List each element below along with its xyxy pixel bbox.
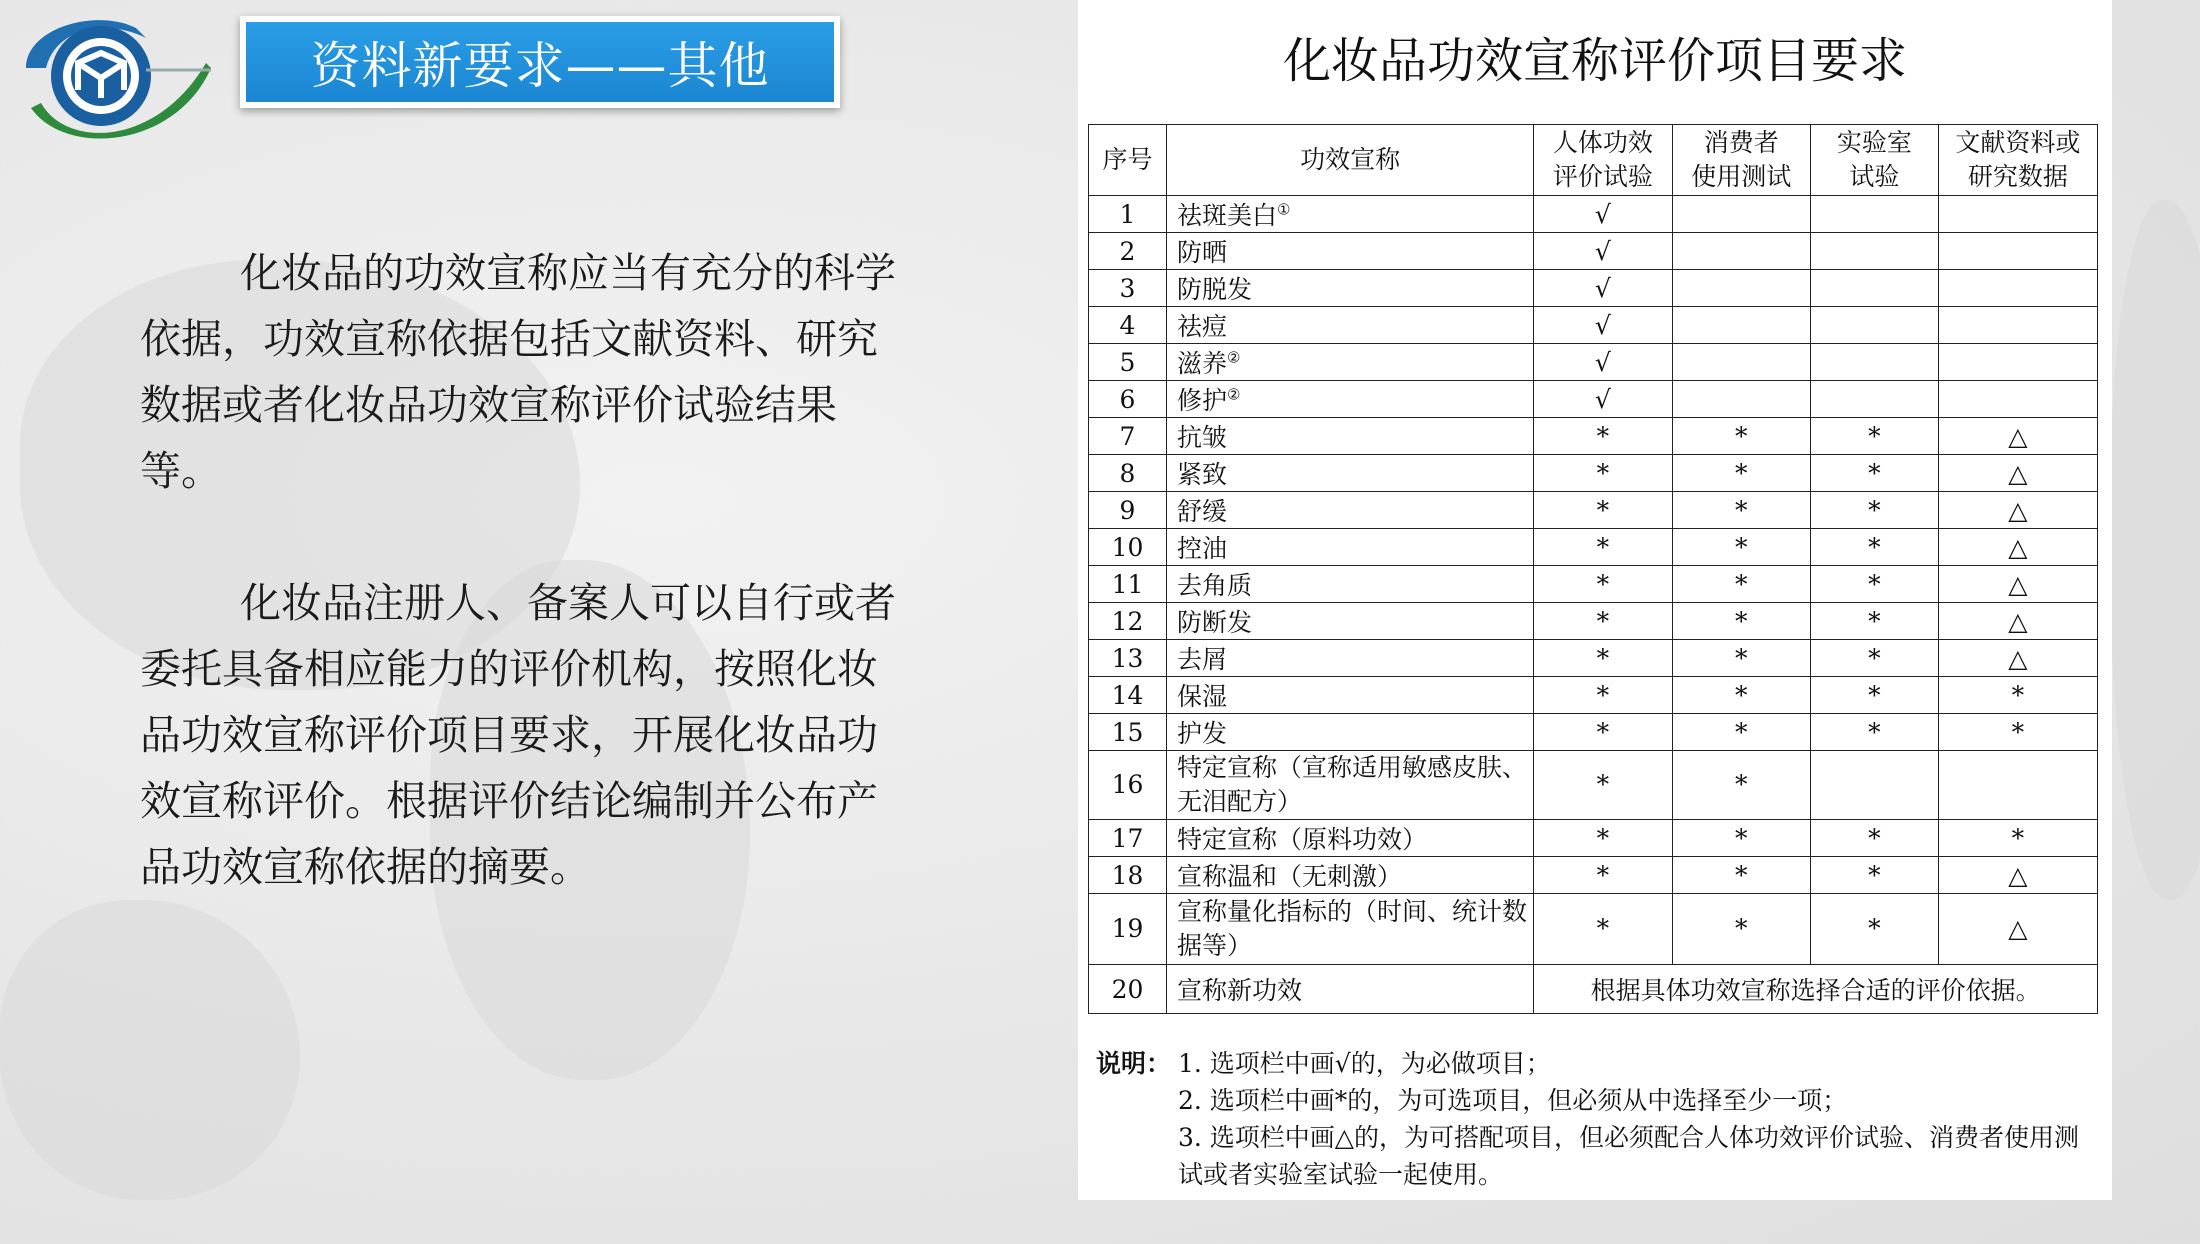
cell-literature: △ — [1938, 640, 2097, 677]
paragraph-2 — [140, 570, 900, 900]
cell-claim: 去屑 — [1167, 640, 1534, 677]
cell-claim: 护发 — [1167, 714, 1534, 751]
cell-no: 9 — [1089, 492, 1167, 529]
table-row — [1089, 965, 2098, 1014]
table-row — [1089, 603, 2098, 640]
cell-human: * — [1534, 894, 1672, 965]
cell-literature — [1938, 233, 2097, 270]
cell-human: √ — [1534, 381, 1672, 418]
cell-human: √ — [1534, 233, 1672, 270]
cell-lab — [1810, 381, 1938, 418]
cell-literature: △ — [1938, 857, 2097, 894]
cell-no: 15 — [1089, 714, 1167, 751]
cell-lab — [1810, 233, 1938, 270]
cell-human: * — [1534, 418, 1672, 455]
header-claim: 功效宣称 — [1167, 125, 1534, 196]
header-human — [1534, 125, 1672, 196]
cell-no: 17 — [1089, 820, 1167, 857]
cell-literature: * — [1938, 677, 2097, 714]
paragraph-1-text: 化妆品的功效宣称应当有充分的科学依据，功效宣称依据包括文献资料、研究数据或者化妆品功效宣称评价试验结果等。 — [140, 249, 896, 495]
cell-no: 19 — [1089, 894, 1167, 965]
table-row — [1089, 196, 2098, 233]
cell-no: 20 — [1089, 965, 1167, 1014]
cell-lab: * — [1810, 418, 1938, 455]
note-row-1 — [1096, 1045, 2096, 1082]
cell-human: * — [1534, 677, 1672, 714]
document-title: 化妆品功效宣称评价项目要求 — [1282, 33, 1907, 89]
cell-no: 5 — [1089, 344, 1167, 381]
table-row — [1089, 894, 2098, 965]
table-row — [1089, 714, 2098, 751]
cell-no: 18 — [1089, 857, 1167, 894]
header-human-line2: 评价试验 — [1552, 162, 1653, 191]
table-row — [1089, 751, 2098, 820]
cell-lab: * — [1810, 455, 1938, 492]
cell-literature — [1938, 751, 2097, 820]
cell-no: 14 — [1089, 677, 1167, 714]
cell-human: * — [1534, 714, 1672, 751]
cell-consumer — [1672, 381, 1810, 418]
cell-literature: △ — [1938, 455, 2097, 492]
cell-no: 6 — [1089, 381, 1167, 418]
cell-consumer — [1672, 233, 1810, 270]
cell-lab — [1810, 196, 1938, 233]
cell-consumer: * — [1672, 751, 1810, 820]
cell-human: * — [1534, 455, 1672, 492]
cell-human: * — [1534, 640, 1672, 677]
cell-consumer: * — [1672, 492, 1810, 529]
table-notes — [1096, 1045, 2096, 1193]
cell-human: * — [1534, 751, 1672, 820]
header-literature — [1938, 125, 2097, 196]
cell-consumer: * — [1672, 529, 1810, 566]
table-row — [1089, 492, 2098, 529]
cell-lab: * — [1810, 492, 1938, 529]
document-panel — [1078, 0, 2112, 1200]
cell-consumer — [1672, 344, 1810, 381]
cell-lab: * — [1810, 714, 1938, 751]
cell-lab: * — [1810, 894, 1938, 965]
cell-no: 2 — [1089, 233, 1167, 270]
cell-no: 13 — [1089, 640, 1167, 677]
note-row-2 — [1096, 1082, 2096, 1119]
cell-human: √ — [1534, 270, 1672, 307]
cell-no: 12 — [1089, 603, 1167, 640]
header-literature-line2: 研究数据 — [1967, 162, 2068, 191]
cell-literature: △ — [1938, 894, 2097, 965]
cell-lab: * — [1810, 820, 1938, 857]
cell-human: * — [1534, 492, 1672, 529]
cell-no: 7 — [1089, 418, 1167, 455]
cell-literature: * — [1938, 714, 2097, 751]
cell-human: √ — [1534, 344, 1672, 381]
table-row — [1089, 233, 2098, 270]
cell-claim: 滋养② — [1167, 344, 1534, 381]
cell-consumer: * — [1672, 857, 1810, 894]
cell-human: * — [1534, 529, 1672, 566]
table-row — [1089, 381, 2098, 418]
cell-literature — [1938, 196, 2097, 233]
background-map-shape — [2110, 200, 2200, 900]
cell-human: * — [1534, 857, 1672, 894]
note-3: 3. 选项栏中画△的，为可搭配项目，但必须配合人体功效评价试验、消费者使用测试或者实验室试验一起使用。 — [1178, 1123, 2080, 1189]
paragraph-2-text: 化妆品注册人、备案人可以自行或者委托具备相应能力的评价机构，按照化妆品功效宣称评价项目要求，开展化妆品功效宣称评价。根据评价结论编制并公布产品功效宣称依据的摘要。 — [140, 579, 896, 891]
cell-claim: 宣称量化指标的（时间、统计数据等） — [1167, 894, 1534, 965]
cell-no: 10 — [1089, 529, 1167, 566]
cell-no: 3 — [1089, 270, 1167, 307]
cell-consumer — [1672, 270, 1810, 307]
notes-label: 说明： — [1096, 1049, 1172, 1078]
cell-consumer — [1672, 196, 1810, 233]
header-lab-line1: 实验室 — [1836, 128, 1912, 157]
table-row — [1089, 857, 2098, 894]
cell-literature — [1938, 344, 2097, 381]
cell-human: √ — [1534, 196, 1672, 233]
cell-lab: * — [1810, 529, 1938, 566]
table-row — [1089, 640, 2098, 677]
cell-lab — [1810, 751, 1938, 820]
header-human-line1: 人体功效 — [1552, 128, 1653, 157]
background-map-shape — [0, 900, 300, 1200]
cell-human: * — [1534, 566, 1672, 603]
table-row — [1089, 529, 2098, 566]
cell-lab — [1810, 307, 1938, 344]
cell-claim: 紧致 — [1167, 455, 1534, 492]
table-row — [1089, 418, 2098, 455]
cell-no: 8 — [1089, 455, 1167, 492]
cell-claim: 修护② — [1167, 381, 1534, 418]
note-2: 2. 选项栏中画*的，为可选项目，但必须从中选择至少一项； — [1178, 1086, 1848, 1115]
header-lab-line2: 试验 — [1849, 162, 1900, 191]
table-header-row — [1089, 125, 2098, 196]
cell-literature: * — [1938, 820, 2097, 857]
cell-consumer: * — [1672, 677, 1810, 714]
cell-claim: 舒缓 — [1167, 492, 1534, 529]
cell-literature — [1938, 381, 2097, 418]
cell-literature: △ — [1938, 418, 2097, 455]
cell-no: 16 — [1089, 751, 1167, 820]
cell-no: 4 — [1089, 307, 1167, 344]
cell-consumer: * — [1672, 566, 1810, 603]
header-consumer-line2: 使用测试 — [1691, 162, 1792, 191]
slide-title: 资料新要求——其他 — [310, 37, 770, 95]
cell-lab: * — [1810, 857, 1938, 894]
cell-consumer: * — [1672, 640, 1810, 677]
header-literature-line1: 文献资料或 — [1955, 128, 2081, 157]
cell-literature: △ — [1938, 603, 2097, 640]
note-row-3 — [1096, 1119, 2096, 1193]
cell-lab — [1810, 270, 1938, 307]
cell-lab — [1810, 344, 1938, 381]
cell-claim: 宣称温和（无刺激） — [1167, 857, 1534, 894]
cell-human: * — [1534, 820, 1672, 857]
claims-table — [1088, 124, 2098, 1014]
table-row — [1089, 307, 2098, 344]
paragraph-1 — [140, 240, 900, 504]
cell-lab: * — [1810, 640, 1938, 677]
cell-consumer — [1672, 307, 1810, 344]
cell-lab: * — [1810, 603, 1938, 640]
cell-literature: △ — [1938, 492, 2097, 529]
cell-claim: 特定宣称（宣称适用敏感皮肤、无泪配方） — [1167, 751, 1534, 820]
cell-claim: 保湿 — [1167, 677, 1534, 714]
cell-note: 根据具体功效宣称选择合适的评价依据。 — [1534, 965, 2098, 1014]
cell-literature: △ — [1938, 566, 2097, 603]
cell-claim: 防脱发 — [1167, 270, 1534, 307]
cell-claim: 抗皱 — [1167, 418, 1534, 455]
cell-consumer: * — [1672, 714, 1810, 751]
header-no: 序号 — [1089, 125, 1167, 196]
cell-human: √ — [1534, 307, 1672, 344]
cell-human: * — [1534, 603, 1672, 640]
cell-no: 11 — [1089, 566, 1167, 603]
table-row — [1089, 270, 2098, 307]
cell-lab: * — [1810, 566, 1938, 603]
cell-claim: 防断发 — [1167, 603, 1534, 640]
cell-claim: 祛痘 — [1167, 307, 1534, 344]
header-consumer — [1672, 125, 1810, 196]
table-row — [1089, 677, 2098, 714]
note-1: 1. 选项栏中画√的，为必做项目； — [1178, 1049, 1551, 1078]
cell-consumer: * — [1672, 820, 1810, 857]
cell-consumer: * — [1672, 894, 1810, 965]
table-row — [1089, 455, 2098, 492]
cell-literature — [1938, 307, 2097, 344]
cell-claim: 祛斑美白① — [1167, 196, 1534, 233]
table-row — [1089, 344, 2098, 381]
cell-literature — [1938, 270, 2097, 307]
claim-footnote-mark: ① — [1277, 200, 1291, 219]
claim-footnote-mark: ② — [1227, 348, 1241, 367]
header-consumer-line1: 消费者 — [1703, 128, 1779, 157]
cell-claim: 特定宣称（原料功效） — [1167, 820, 1534, 857]
cell-claim: 防晒 — [1167, 233, 1534, 270]
cell-claim: 去角质 — [1167, 566, 1534, 603]
cell-claim: 宣称新功效 — [1167, 965, 1534, 1014]
cell-consumer: * — [1672, 603, 1810, 640]
header-lab — [1810, 125, 1938, 196]
cell-lab: * — [1810, 677, 1938, 714]
cell-claim: 控油 — [1167, 529, 1534, 566]
cell-literature: △ — [1938, 529, 2097, 566]
table-body — [1089, 196, 2098, 1014]
company-logo — [6, 8, 216, 148]
table-row — [1089, 566, 2098, 603]
cell-no: 1 — [1089, 196, 1167, 233]
cell-consumer: * — [1672, 455, 1810, 492]
table-row — [1089, 820, 2098, 857]
claim-footnote-mark: ② — [1227, 385, 1241, 404]
cell-consumer: * — [1672, 418, 1810, 455]
slide-title-banner — [240, 16, 840, 108]
